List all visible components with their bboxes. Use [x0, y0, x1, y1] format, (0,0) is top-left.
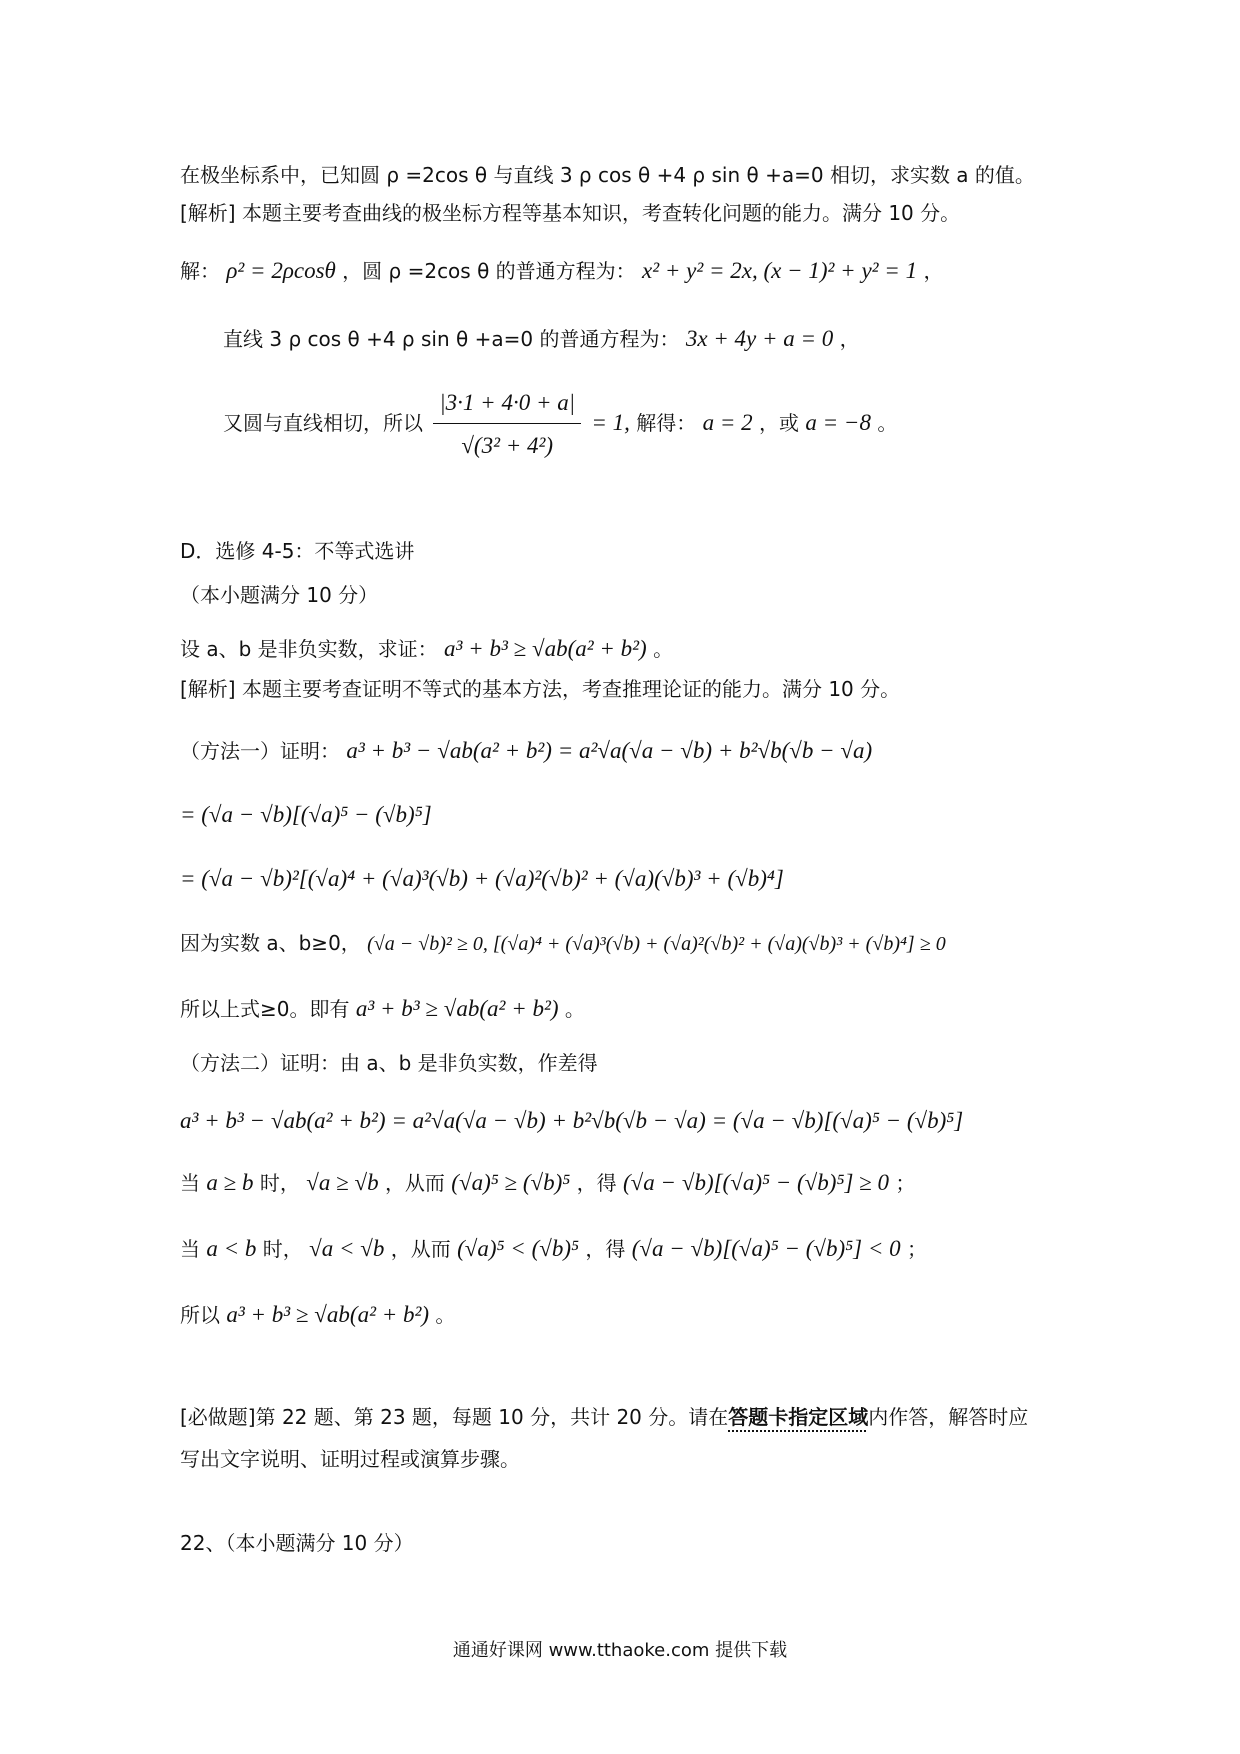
- case2-a: 当: [180, 1237, 200, 1261]
- case2-eq2: (√a)⁵ < (√b)⁵: [457, 1236, 580, 1261]
- case2-eq1: √a < √b: [309, 1236, 385, 1261]
- case1-cond: a ≥ b: [206, 1170, 254, 1195]
- fraction-numerator: |3·1 + 4·0 + a|: [433, 385, 581, 424]
- m1-label: （方法一）证明：: [180, 739, 340, 763]
- m1-because-text: 因为实数 a、b≥0，: [180, 931, 361, 955]
- concl-end: 。: [435, 1303, 456, 1327]
- case1-end: ；: [895, 1171, 916, 1195]
- sol-text1: ，圆 ρ =2cos θ 的普通方程为：: [342, 259, 636, 283]
- case1-eq2: (√a)⁵ ≥ (√b)⁵: [451, 1170, 571, 1195]
- or-text: ，或: [759, 411, 800, 435]
- case2-d: ，得: [585, 1237, 626, 1261]
- sol-end: ，: [923, 259, 944, 283]
- concl-text: 所以: [180, 1303, 220, 1327]
- sol-prefix: 解：: [180, 259, 220, 283]
- case2-c: ，从而: [390, 1237, 451, 1261]
- fraction-denominator: √(3² + 4²): [461, 433, 554, 458]
- d-question: [180, 636, 673, 662]
- question-22: 22、（本小题满分 10 分）: [180, 1531, 414, 1555]
- d-question-end: 。: [653, 637, 674, 661]
- d-heading: D．选修 4-5：不等式选讲: [180, 539, 415, 563]
- m1-eq2: = (√a − √b)[(√a)⁵ − (√b)⁵]: [180, 802, 432, 827]
- m2-label: （方法二）证明：由 a、b 是非负实数，作差得: [180, 1051, 598, 1075]
- c-analysis: [解析] 本题主要考查曲线的极坐标方程等基本知识，考查转化问题的能力。满分 10 分。: [180, 201, 961, 225]
- case2-end: ；: [907, 1237, 927, 1261]
- case1-line: [180, 1170, 915, 1196]
- answer-1: a = 2: [702, 410, 753, 435]
- c-tangent-line: [223, 385, 897, 464]
- c-line-eq: [223, 326, 860, 352]
- case2-b: 时，: [262, 1237, 303, 1261]
- required-emphasis: 答题卡指定区域: [728, 1405, 869, 1429]
- line-eq: 3x + 4y + a = 0: [685, 326, 834, 351]
- m1-because: [180, 930, 946, 957]
- m1-so: [180, 996, 585, 1022]
- required-pre: [必做题]第 22 题、第 23 题，每题 10 分，共计 20 分。请在: [180, 1405, 729, 1429]
- required-post: 内作答，解答时应: [868, 1405, 1029, 1429]
- line-end: ，: [839, 327, 860, 351]
- case1-a: 当: [180, 1171, 200, 1195]
- case1-c: ，从而: [384, 1171, 445, 1195]
- distance-fraction: [433, 385, 581, 464]
- d-question-text: 设 a、b 是非负实数，求证：: [180, 637, 438, 661]
- c-solution-line: [180, 258, 943, 284]
- fraction-tail: = 1,: [591, 410, 630, 435]
- concl-eq: a³ + b³ ≥ √ab(a² + b²): [226, 1302, 430, 1327]
- answer-end: 。: [877, 411, 898, 435]
- m1-eq3: = (√a − √b)²[(√a)⁴ + (√a)³(√b) + (√a)²(√b)² + (√a)(√b)³ + (√b)⁴]: [180, 866, 784, 891]
- d-analysis: [解析] 本题主要考查证明不等式的基本方法，考查推理论证的能力。满分 10 分。: [180, 677, 901, 701]
- m2-eq1: a³ + b³ − √ab(a² + b²) = a²√a(√a − √b) + b²√b(√b − √a) = (√a − √b)[(√a)⁵ − (√b)⁵]: [180, 1108, 964, 1133]
- case1-eq3: (√a − √b)[(√a)⁵ − (√b)⁵] ≥ 0: [623, 1170, 890, 1195]
- solve-text: 解得：: [636, 411, 697, 435]
- case1-b: 时，: [259, 1171, 300, 1195]
- required-line1: [180, 1404, 1028, 1430]
- tangent-text: 又圆与直线相切，所以: [223, 411, 423, 435]
- case2-cond: a < b: [206, 1236, 257, 1261]
- c-question: 在极坐标系中，已知圆 ρ =2cos θ 与直线 3 ρ cos θ +4 ρ sin θ +a=0 相切，求实数 a 的值。: [180, 163, 1035, 187]
- answer-2: a = −8: [805, 410, 871, 435]
- m1-line1: [180, 738, 872, 764]
- case2-line: [180, 1236, 927, 1262]
- d-question-eq: a³ + b³ ≥ √ab(a² + b²): [444, 636, 647, 661]
- case1-d: ，得: [576, 1171, 617, 1195]
- sol-eq1: ρ² = 2ρcosθ: [226, 258, 336, 283]
- page-footer: 通通好课网 www.tthaoke.com 提供下载: [452, 1640, 788, 1661]
- required-line2: 写出文字说明、证明过程或演算步骤。: [180, 1447, 520, 1471]
- case1-eq1: √a ≥ √b: [306, 1170, 379, 1195]
- m1-eq1: a³ + b³ − √ab(a² + b²) = a²√a(√a − √b) + b²√b(√b − √a): [346, 738, 873, 763]
- line-text: 直线 3 ρ cos θ +4 ρ sin θ +a=0 的普通方程为：: [223, 327, 680, 351]
- conclusion-line: [180, 1302, 455, 1328]
- m1-because-eq: (√a − √b)² ≥ 0, [(√a)⁴ + (√a)³(√b) + (√a)²(√b)² + (√a)(√b)³ + (√b)⁴] ≥ 0: [367, 933, 946, 955]
- sol-eq2: x² + y² = 2x, (x − 1)² + y² = 1: [642, 258, 918, 283]
- m1-so-end: 。: [564, 997, 585, 1021]
- case2-eq3: (√a − √b)[(√a)⁵ − (√b)⁵] < 0: [631, 1236, 901, 1261]
- d-score-note: （本小题满分 10 分）: [180, 583, 379, 607]
- m1-so-text: 所以上式≥0。即有: [180, 997, 350, 1021]
- m1-so-eq: a³ + b³ ≥ √ab(a² + b²): [355, 996, 559, 1021]
